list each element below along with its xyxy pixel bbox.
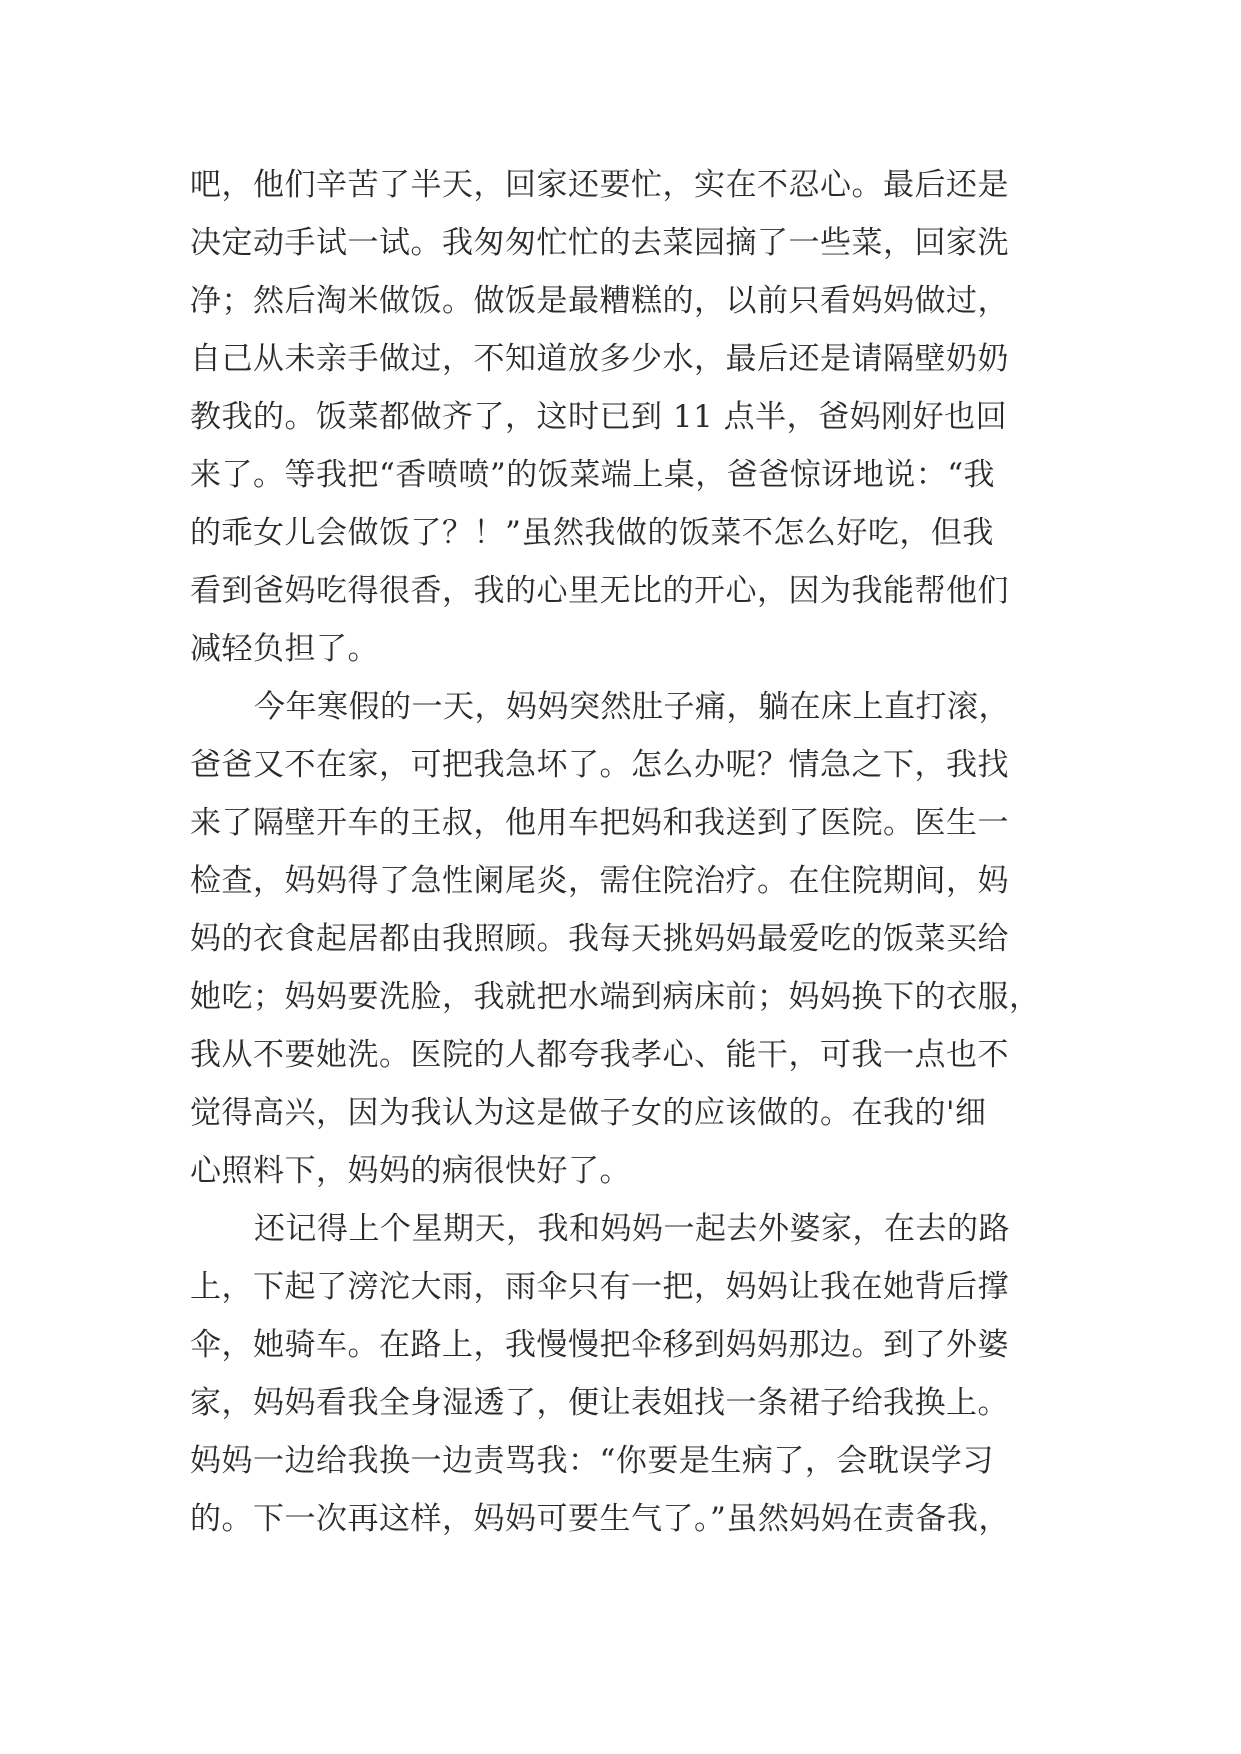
paragraph-first-line: 今年寒假的一天，妈妈突然肚子痛，躺在床上直打滚， (254, 689, 1010, 725)
text-line: 上，下起了滂沱大雨，雨伞只有一把，妈妈让我在她背后撑 (190, 1269, 1009, 1305)
text-line: 妈的衣食起居都由我照顾。我每天挑妈妈最爱吃的饭菜买给 (190, 921, 1009, 957)
text-line: 来了。等我把“香喷喷”的饭菜端上桌，爸爸惊讶地说：“我 (190, 457, 996, 493)
text-line: 教我的。饭菜都做齐了，这时已到 11 点半，爸妈刚好也回 (190, 399, 1008, 435)
text-line: 自己从未亲手做过，不知道放多少水，最后还是请隔壁奶奶 (190, 341, 1009, 377)
text-line: 伞，她骑车。在路上，我慢慢把伞移到妈妈那边。到了外婆 (190, 1327, 1009, 1363)
text-line: 的。下一次再这样，妈妈可要生气了。”虽然妈妈在责备我， (190, 1501, 1010, 1537)
text-line: 觉得高兴，因为我认为这是做子女的应该做的。在我的'细 (190, 1095, 987, 1131)
text-line: 检查，妈妈得了急性阑尾炎，需住院治疗。在住院期间，妈 (190, 863, 1009, 899)
text-line: 减轻负担了。 (190, 631, 379, 667)
text-line: 决定动手试一试。我匆匆忙忙的去菜园摘了一些菜，回家洗 (190, 225, 1009, 261)
text-line: 我从不要她洗。医院的人都夸我孝心、能干，可我一点也不 (190, 1037, 1009, 1073)
text-line: 的乖女儿会做饭了？！”虽然我做的饭菜不怎么好吃，但我 (190, 515, 994, 551)
text-line: 吧，他们辛苦了半天，回家还要忙，实在不忍心。最后还是 (190, 167, 1009, 203)
text-line: 来了隔壁开车的王叔，他用车把妈和我送到了医院。医生一 (190, 805, 1009, 841)
text-line: 家，妈妈看我全身湿透了，便让表姐找一条裙子给我换上。 (190, 1385, 1009, 1421)
text-line: 心照料下，妈妈的病很快好了。 (190, 1153, 631, 1189)
text-line: 妈妈一边给我换一边责骂我：“你要是生病了，会耽误学习 (190, 1443, 994, 1479)
body-text (190, 156, 1070, 1548)
text-line: 爸爸又不在家，可把我急坏了。怎么办呢？情急之下，我找 (190, 747, 1009, 783)
text-line: 她吃；妈妈要洗脸，我就把水端到病床前；妈妈换下的衣服， (190, 979, 1041, 1015)
text-line: 看到爸妈吃得很香，我的心里无比的开心，因为我能帮他们 (190, 573, 1009, 609)
text-line: 净；然后淘米做饭。做饭是最糟糕的，以前只看妈妈做过， (190, 283, 1009, 319)
paragraph-first-line: 还记得上个星期天，我和妈妈一起去外婆家，在去的路 (254, 1211, 1010, 1247)
